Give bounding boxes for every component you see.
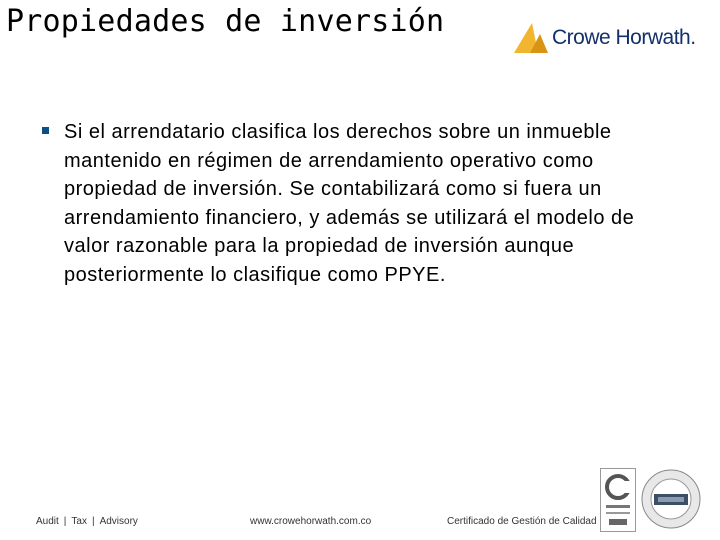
- crowe-horwath-logo-icon: [512, 20, 552, 56]
- company-logo: [512, 20, 712, 56]
- footer-services: [36, 516, 138, 527]
- footer-website: www.crowehorwath.com.co: [250, 516, 372, 527]
- bullet-text: Si el arrendatario clasifica los derechos sobre un inmueble mantenido en régimen de arrendamiento operativo como propiedad de inversión. Se contabilizará como si fuera un arrendamiento financiero, y además se utilizará el modelo de valor razonable para la propiedad de inversión aunque posteriormente lo clasifique como PPYE.: [64, 121, 635, 286]
- footer-tax: Tax: [71, 516, 87, 527]
- square-bullet-icon: [42, 127, 49, 134]
- logo-text: Crowe Horwath.: [552, 26, 696, 49]
- iso-certification-icon: [600, 468, 636, 532]
- slide-content: [42, 118, 682, 289]
- footer-separator: |: [91, 516, 95, 527]
- iqnet-certification-icon: [640, 468, 702, 535]
- footer-advisory: Advisory: [99, 516, 138, 527]
- footer-certificate: Certificado de Gestión de Calidad: [447, 516, 597, 527]
- bullet-item: [42, 118, 682, 289]
- footer-audit: Audit: [36, 516, 59, 527]
- slide-title: Propiedades de inversión: [6, 4, 445, 39]
- footer-separator: |: [63, 516, 67, 527]
